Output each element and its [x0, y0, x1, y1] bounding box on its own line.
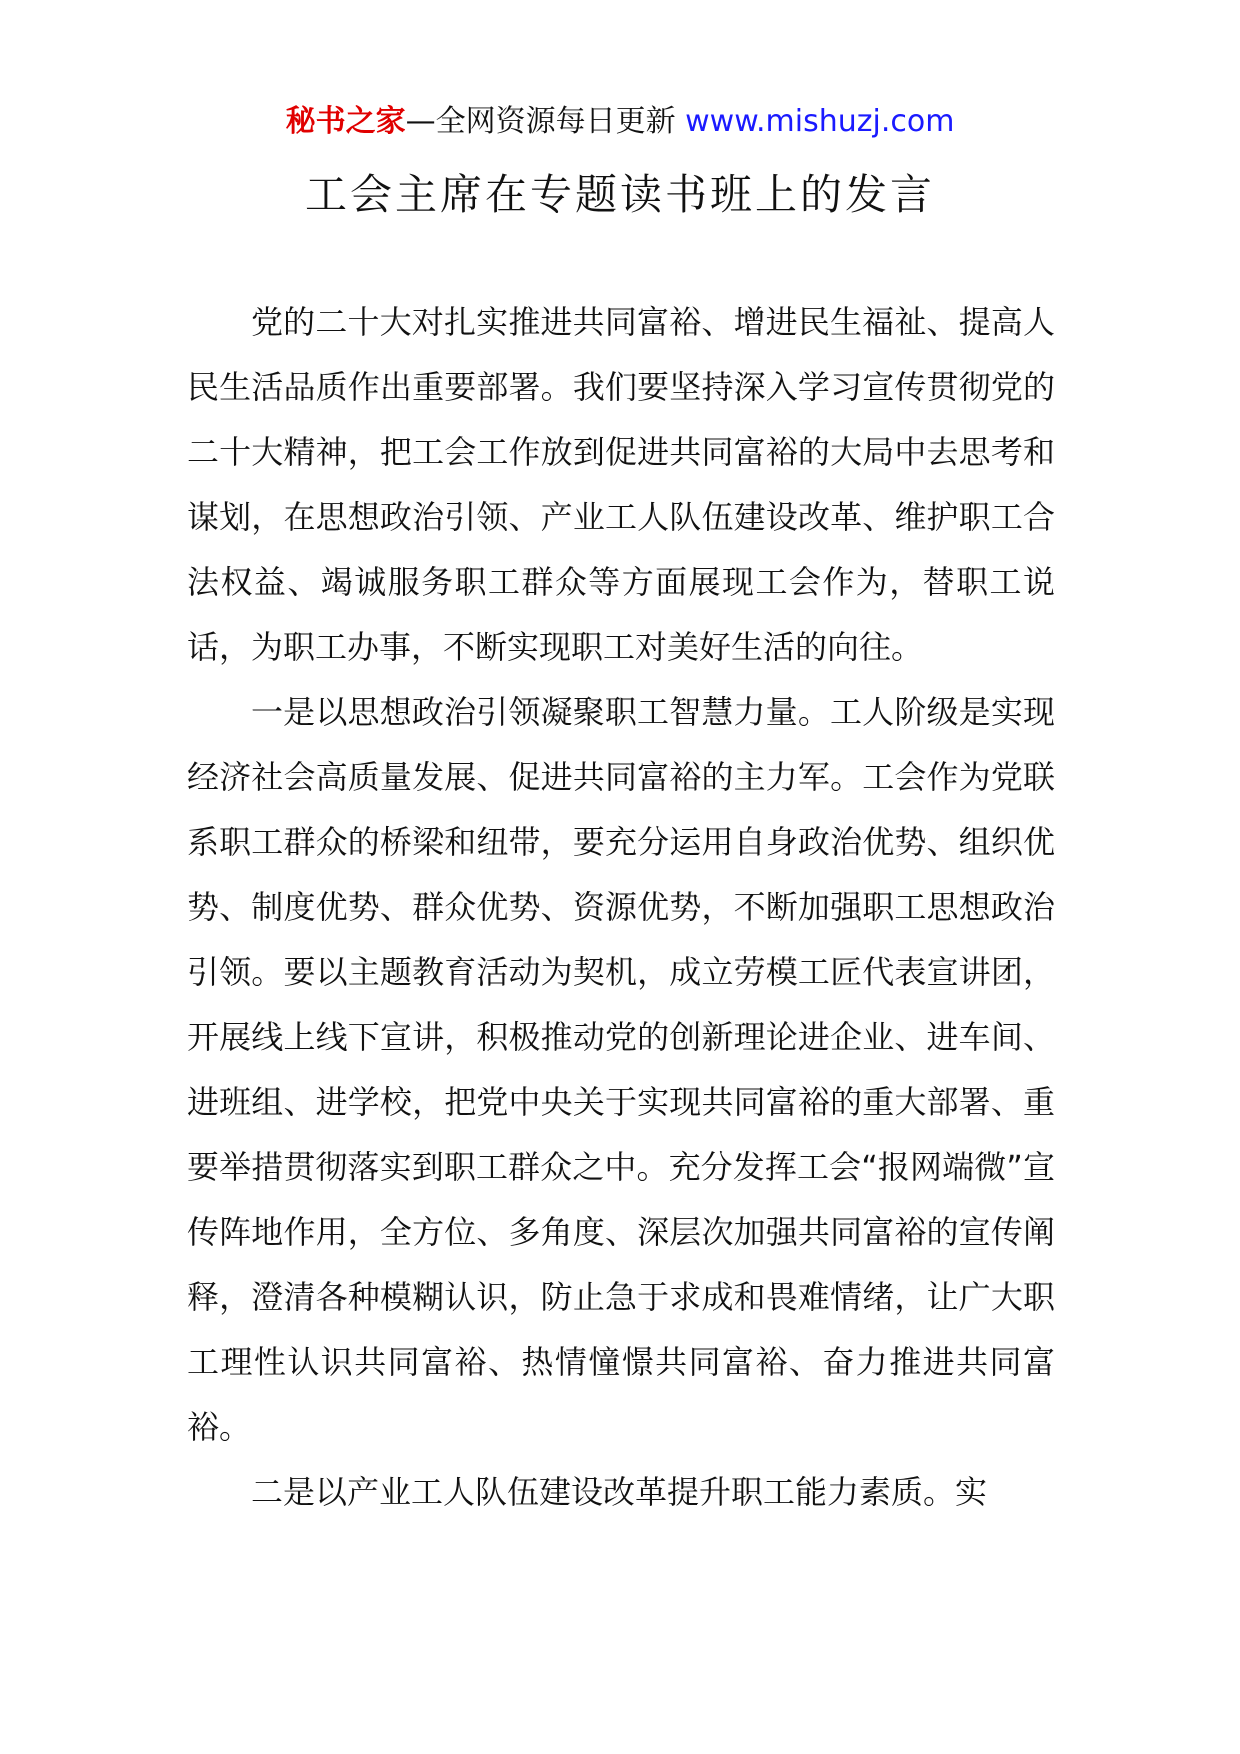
document-title: 工会主席在专题读书班上的发言	[304, 170, 935, 219]
paragraph-intro: 党的二十大对扎实推进共同富裕、增进民生福祉、提高人民生活品质作出重要部署。我们要坚持深入学习宣传贯彻党的二十大精神，把工会工作放到促进共同富裕的大局中去思考和谋划，在思想政治引领、产业工人队伍建设改革、维护职工合法权益、竭诚服务职工群众等方面展现工会作为，替职工说话，为职工办事，不断实现职工对美好生活的向往。	[187, 303, 1055, 666]
site-header	[0, 100, 1240, 144]
site-tagline: —全网资源每日更新	[405, 104, 676, 139]
site-url-link[interactable]: www.mishuzj.com	[685, 104, 955, 139]
document-body	[187, 290, 1055, 1525]
site-brand: 秘书之家	[285, 104, 406, 139]
paragraph-point-one: 一是以思想政治引领凝聚职工智慧力量。工人阶级是实现经济社会高质量发展、促进共同富裕的主力军。工会作为党联系职工群众的桥梁和纽带，要充分运用自身政治优势、组织优势、制度优势、群众优势、资源优势，不断加强职工思想政治引领。要以主题教育活动为契机，成立劳模工匠代表宣讲团，开展线上线下宣讲，积极推动党的创新理论进企业、进车间、进班组、进学校，把党中央关于实现共同富裕的重大部署、重要举措贯彻落实到职工群众之中。充分发挥工会“报网端微”宣传阵地作用，全方位、多角度、深层次加强共同富裕的宣传阐释，澄清各种模糊认识，防止急于求成和畏难情绪，让广大职工理性认识共同富裕、热情憧憬共同富裕、奋力推进共同富裕。	[187, 693, 1055, 1446]
paragraph-point-two: 二是以产业工人队伍建设改革提升职工能力素质。实	[251, 1473, 988, 1511]
